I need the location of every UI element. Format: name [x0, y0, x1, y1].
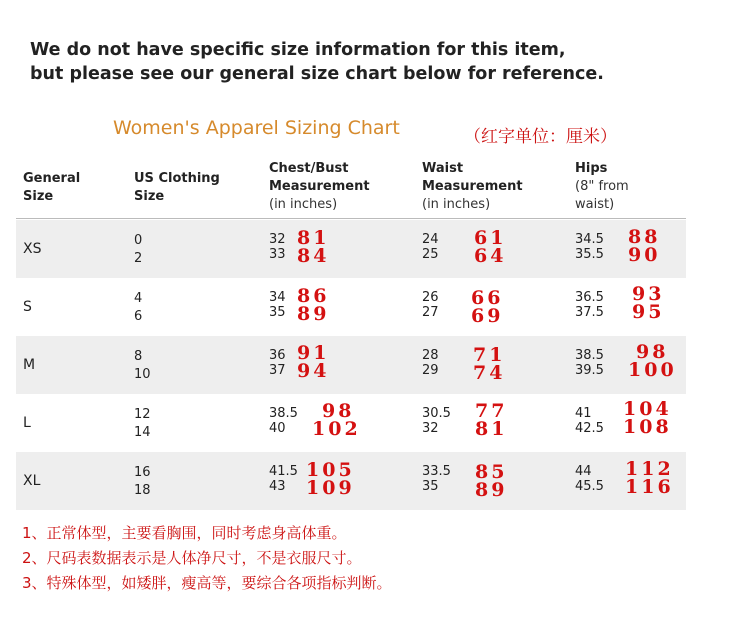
table-row-xl [16, 452, 686, 510]
chart-title: Women's Apparel Sizing Chart [113, 117, 400, 139]
waist-in-a: 28 [422, 348, 439, 363]
hips-in-a: 41 [575, 406, 592, 421]
chest-cm-a: 91 [297, 342, 330, 364]
chest-in-b: 37 [269, 363, 286, 378]
hips-cm-b: 116 [625, 476, 674, 498]
header-hips [575, 160, 629, 214]
hips-in [575, 290, 604, 320]
header-general-size [23, 170, 80, 206]
chest-cm [297, 344, 329, 380]
sizing-notes [22, 521, 392, 596]
header-hips-line2: (8" from [575, 179, 629, 194]
waist-in [422, 232, 439, 262]
note-3: 3、特殊体型，如矮胖，瘦高等，要综合各项指标判断。 [22, 574, 392, 592]
us-size [134, 232, 142, 268]
intro-line-2: but please see our general size chart below for reference. [30, 64, 604, 84]
us-size-b: 14 [134, 425, 151, 440]
chest-in-a: 41.5 [269, 464, 298, 479]
us-size [134, 348, 151, 384]
waist-cm-a: 77 [475, 400, 508, 422]
hips-cm [628, 228, 660, 264]
size-label: XL [23, 473, 41, 489]
hips-in-a: 44 [575, 464, 592, 479]
us-size-b: 10 [134, 367, 151, 382]
waist-cm-a: 71 [473, 344, 506, 366]
chest-cm-b: 102 [312, 418, 361, 440]
chest-cm-a: 86 [297, 285, 330, 307]
unit-note: （红字单位：厘米） [464, 127, 617, 147]
chest-cm-a: 98 [322, 400, 355, 422]
us-size-a: 0 [134, 233, 143, 248]
hips-cm-a: 93 [632, 283, 665, 305]
waist-in-b: 32 [422, 421, 439, 436]
header-hips-line3: waist) [575, 197, 615, 212]
waist-cm-b: 89 [475, 479, 508, 501]
header-waist-line1: Waist [422, 161, 464, 176]
us-size [134, 464, 151, 500]
us-size-a: 16 [134, 465, 151, 480]
waist-in-a: 33.5 [422, 464, 451, 479]
header-us-line2: Size [134, 189, 165, 204]
header-waist-line3: (in inches) [422, 197, 491, 212]
hips-in-b: 42.5 [575, 421, 604, 436]
hips-in-a: 36.5 [575, 290, 604, 305]
chest-cm [297, 229, 329, 265]
chest-in [269, 464, 298, 494]
hips-cm-b: 100 [628, 359, 677, 381]
us-size-b: 18 [134, 483, 151, 498]
hips-in-a: 34.5 [575, 232, 604, 247]
hips-in-a: 38.5 [575, 348, 604, 363]
header-hips-line1: Hips [575, 161, 608, 176]
table-row-s [16, 278, 686, 336]
table-row-m [16, 336, 686, 394]
header-us-line1: US Clothing [134, 171, 220, 186]
chest-in-a: 38.5 [269, 406, 298, 421]
waist-in-b: 25 [422, 247, 439, 262]
hips-cm-a: 112 [625, 458, 674, 480]
waist-in [422, 290, 439, 320]
hips-cm-b: 95 [632, 301, 665, 323]
header-us-size [134, 170, 220, 206]
hips-in-b: 39.5 [575, 363, 604, 378]
table-header [16, 158, 686, 218]
waist-in-a: 26 [422, 290, 439, 305]
us-size-a: 4 [134, 291, 143, 306]
chest-cm [312, 402, 361, 438]
chest-in-b: 40 [269, 421, 286, 436]
waist-cm [475, 463, 507, 499]
waist-in [422, 464, 451, 494]
waist-cm-b: 64 [474, 245, 507, 267]
chest-in-b: 35 [269, 305, 286, 320]
hips-in [575, 464, 604, 494]
note-1: 1、正常体型，主要看胸围，同时考虑身高体重。 [22, 524, 347, 542]
chest-cm-b: 89 [297, 303, 330, 325]
hips-in-b: 37.5 [575, 305, 604, 320]
waist-cm-b: 69 [471, 305, 504, 327]
header-waist [422, 160, 523, 214]
waist-cm [471, 289, 503, 325]
waist-in [422, 406, 451, 436]
waist-in-b: 29 [422, 363, 439, 378]
waist-in-b: 35 [422, 479, 439, 494]
hips-in-b: 45.5 [575, 479, 604, 494]
chest-in [269, 348, 286, 378]
header-waist-line2: Measurement [422, 179, 523, 194]
us-size [134, 290, 142, 326]
hips-cm [628, 343, 677, 379]
waist-in [422, 348, 439, 378]
hips-cm-b: 90 [628, 244, 661, 266]
header-chest-line2: Measurement [269, 179, 370, 194]
hips-cm-b: 108 [623, 416, 672, 438]
note-2: 2、尺码表数据表示是人体净尺寸，不是衣服尺寸。 [22, 549, 362, 567]
chest-cm [306, 461, 355, 497]
chest-in [269, 406, 298, 436]
waist-cm-b: 74 [473, 362, 506, 384]
chest-in-b: 43 [269, 479, 286, 494]
size-label: S [23, 299, 32, 315]
size-label: M [23, 357, 36, 373]
chest-cm [297, 287, 329, 323]
us-size [134, 406, 151, 442]
intro-text [30, 38, 720, 86]
header-chest [269, 160, 370, 214]
header-chest-line3: (in inches) [269, 197, 338, 212]
waist-in-a: 30.5 [422, 406, 451, 421]
header-general-line2: Size [23, 189, 54, 204]
chest-cm-a: 105 [306, 459, 355, 481]
waist-cm-a: 85 [475, 461, 508, 483]
intro-line-1: We do not have specific size information for this item, [30, 40, 566, 60]
chest-cm-b: 84 [297, 245, 330, 267]
size-label: XS [23, 241, 42, 257]
chest-in-a: 36 [269, 348, 286, 363]
chest-in-a: 32 [269, 232, 286, 247]
waist-cm [473, 346, 505, 382]
hips-cm-a: 98 [636, 341, 669, 363]
hips-cm [632, 285, 664, 321]
hips-in [575, 348, 604, 378]
hips-in-b: 35.5 [575, 247, 604, 262]
chest-cm-b: 109 [306, 477, 355, 499]
us-size-b: 2 [134, 251, 143, 266]
chest-cm-b: 94 [297, 360, 330, 382]
waist-in-a: 24 [422, 232, 439, 247]
size-label: L [23, 415, 31, 431]
header-general-line1: General [23, 171, 81, 186]
chest-cm-a: 81 [297, 227, 330, 249]
waist-cm [474, 229, 506, 265]
header-divider [16, 218, 686, 219]
header-chest-line1: Chest/Bust [269, 161, 349, 176]
chest-in [269, 290, 286, 320]
table-row-l [16, 394, 686, 452]
hips-cm [623, 400, 672, 436]
us-size-a: 12 [134, 407, 151, 422]
chest-in-a: 34 [269, 290, 286, 305]
waist-in-b: 27 [422, 305, 439, 320]
us-size-b: 6 [134, 309, 143, 324]
waist-cm-a: 66 [471, 287, 504, 309]
us-size-a: 8 [134, 349, 143, 364]
waist-cm-a: 61 [474, 227, 507, 249]
chest-in [269, 232, 286, 262]
table-row-xs [16, 220, 686, 278]
hips-in [575, 232, 604, 262]
hips-in [575, 406, 604, 436]
hips-cm-a: 104 [623, 398, 672, 420]
hips-cm-a: 88 [628, 226, 661, 248]
waist-cm-b: 81 [475, 418, 508, 440]
waist-cm [475, 402, 507, 438]
hips-cm [625, 460, 674, 496]
chest-in-b: 33 [269, 247, 286, 262]
